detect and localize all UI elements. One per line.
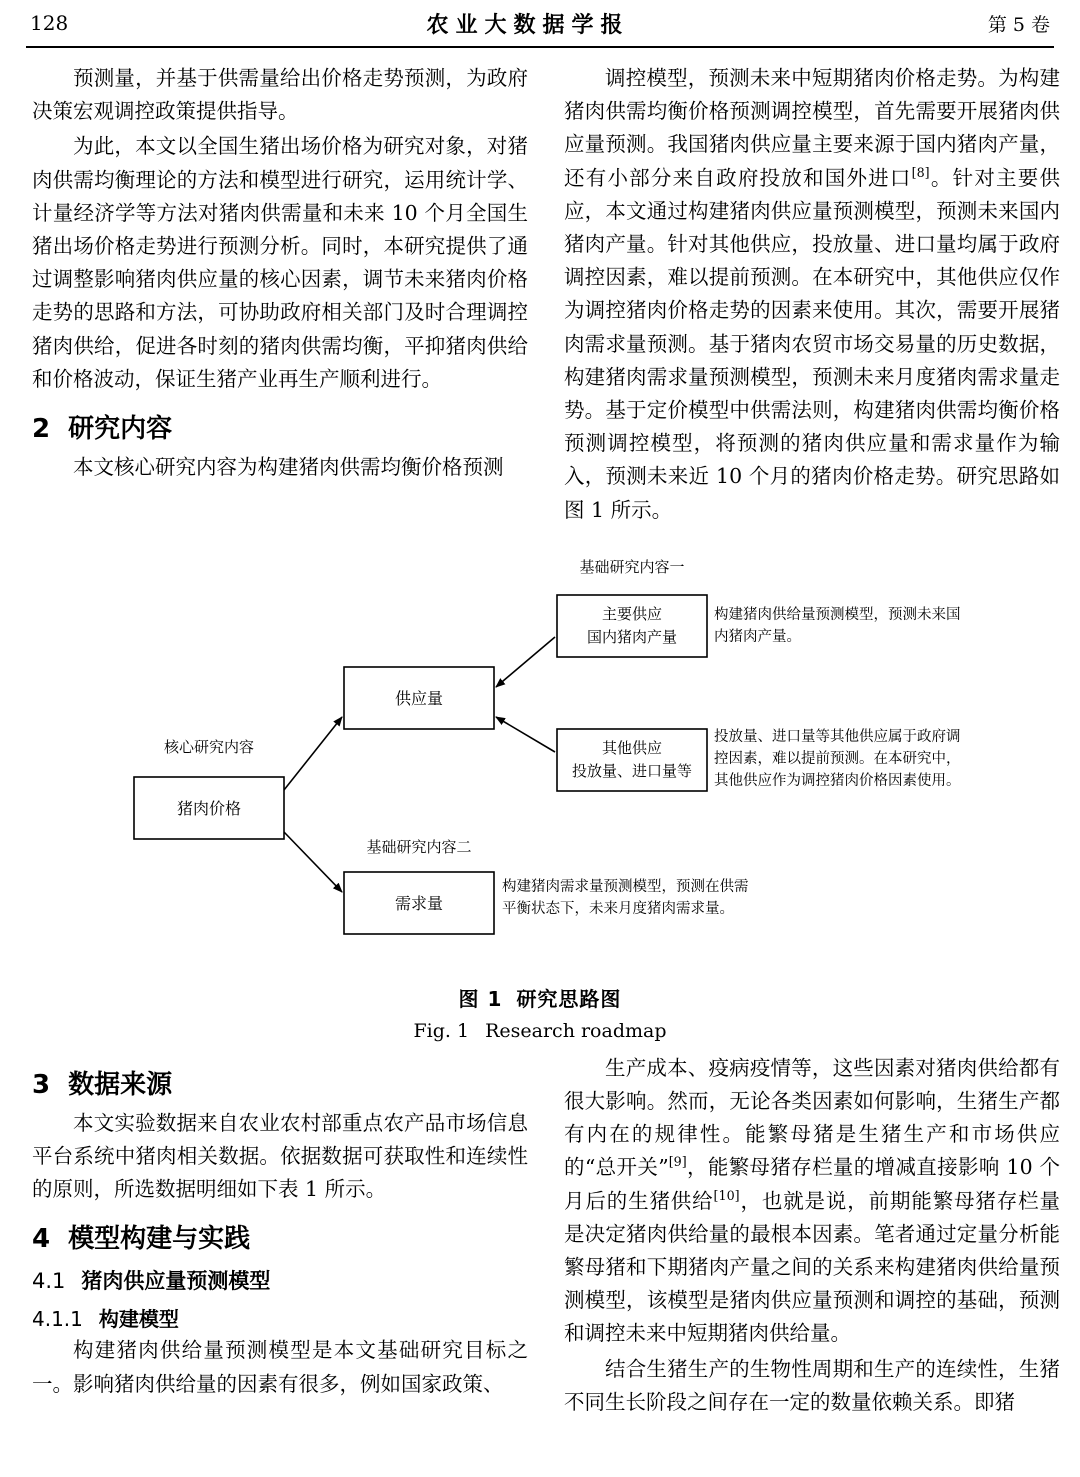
upper-columns [24,62,1061,529]
header-rule [26,46,1054,48]
svg-text:国内猪肉产量: 国内猪肉产量 [586,627,678,646]
svg-text:需求量: 需求量 [394,893,444,913]
figure-label-en: Fig. 1 [413,1019,470,1042]
paragraph: 构建猪肉供给量预测模型是本文基础研究目标之一。影响猪肉供给量的因素有很多，例如国家政策、 [32,1338,528,1396]
paragraph: 本文核心研究内容为构建猪肉供需均衡价格预测 [73,455,504,480]
subsection-heading-41 [32,1265,528,1295]
section-heading-4 [32,1218,528,1255]
svg-text:投放量、进口量等: 投放量、进口量等 [571,761,693,780]
paragraph: 生产成本、疫病疫情等，这些因素对猪肉供给都有很大影响。然而，无论各类因素如何影响，生猪生产都有内在的规律性。能繁母猪是生猪生产和市场供应的“总开关”[9]，能繁母猪存栏量的增减直接影响 10 个月后的生猪供给[10]，也就是说，前期能繁母猪存栏量是决定猪肉供给量的最根本因素。笔者通过定量分析能繁母猪和下期猪肉产量之间的关系来构建猪肉供给量预测模型，该模型是猪肉供应量预测和调控的基础，预测和调控未来中短期猪肉供给量。 [564,1055,1061,1346]
svg-text:构建猪肉供给量预测模型，预测未来国: 构建猪肉供给量预测模型，预测未来国 [714,606,961,623]
section-title: 研究内容 [68,414,173,445]
subsubsection-title: 构建模型 [98,1307,179,1332]
paragraph: 调控模型，预测未来中短期猪肉价格走势。为构建猪肉供需均衡价格预测调控模型，首先需要开展猪肉供应量预测。我国猪肉供应量主要来源于国内猪肉产量，还有小部分来自政府投放和国外进口[8]。针对主要供应，本文通过构建猪肉供应量预测模型，预测未来国内猪肉产量。针对其他供应，投放量、进口量均属于政府调控因素，难以提前预测。在本研究中，其他供应仅作为调控猪肉价格走势的因素来使用。其次，需要开展猪肉需求量预测。基于猪肉农贸市场交易量的历史数据，构建猪肉需求量预测模型，预测未来月度猪肉需求量走势。基于定价模型中供需法则，构建猪肉供需均衡价格预测调控模型，将预测的猪肉供应量和需求量作为输入，预测未来近 10 个月的猪肉价格走势。研究思路如图 1 所示。 [564,66,1061,522]
svg-text:投放量、进口量等其他供应属于政府调: 投放量、进口量等其他供应属于政府调 [714,728,961,745]
section-heading-2 [32,408,528,445]
lower-columns [24,1052,1061,1421]
svg-text:控因素，难以提前预测。在本研究中，: 控因素，难以提前预测。在本研究中， [714,750,961,767]
journal-title: 农业大数据学报 [426,11,630,38]
figure-caption-cn [24,983,1056,1012]
paragraph: 本文实验数据来自农业农村部重点农产品市场信息平台系统中猪肉相关数据。依据数据可获取性和连续性的原则，所选数据明细如下表 1 所示。 [32,1110,528,1202]
svg-text:内猪肉产量。: 内猪肉产量。 [714,628,801,645]
section-title: 数据来源 [68,1069,173,1100]
figure-label-cn: 图 1 [458,986,503,1011]
running-head [24,0,1056,46]
svg-text:猪肉价格: 猪肉价格 [176,798,242,818]
figure-caption-en [24,1020,1056,1042]
section-number: 4 [32,1224,51,1255]
subsubsection-heading-411 [32,1303,528,1332]
svg-text:其他供应: 其他供应 [601,738,663,757]
lower-right-column [564,1052,1060,1421]
svg-text:基础研究内容一: 基础研究内容一 [579,557,685,576]
section-number: 2 [32,414,51,445]
subsection-title: 猪肉供应量预测模型 [81,1269,271,1294]
paragraph: 预测量，并基于供需量给出价格走势预测，为政府决策宏观调控政策提供指导。 [32,66,528,124]
svg-text:主要供应: 主要供应 [601,604,663,623]
lower-left-column [32,1052,528,1421]
svg-text:基础研究内容二: 基础研究内容二 [366,837,472,856]
svg-text:供应量: 供应量 [394,688,444,708]
page-number: 128 [30,11,69,35]
svg-text:其他供应作为调控猪肉价格因素使用。: 其他供应作为调控猪肉价格因素使用。 [714,772,961,789]
upper-right-column [564,62,1060,529]
upper-left-column [32,62,528,529]
roadmap-diagram [24,547,1056,977]
paragraph: 为此，本文以全国生猪出场价格为研究对象，对猪肉供需均衡理论的方法和模型进行研究，运用统计学、计量经济学等方法对猪肉供需量和未来 10 个月全国生猪出场价格走势进行预测分析。同时，本研究提供了通过调整影响猪肉供应量的核心因素，调节未来猪肉价格走势的思路和方法，可协助政府相关部门及时合理调控猪肉供给，促进各时刻的猪肉供需均衡，平抑猪肉供给和价格波动，保证生猪产业再生产顺利进行。 [32,134,528,391]
paragraph: 结合生猪生产的生物性周期和生产的连续性，生猪不同生长阶段之间存在一定的数量依赖关系。即猪 [564,1356,1060,1414]
svg-text:平衡状态下，未来月度猪肉需求量。: 平衡状态下，未来月度猪肉需求量。 [502,900,734,917]
section-title: 模型构建与实践 [68,1224,251,1255]
subsection-number: 4.1 [32,1269,66,1294]
volume-label: 第 5 卷 [987,13,1050,36]
figure-title-cn: 研究思路图 [516,986,622,1011]
section-heading-3 [32,1064,528,1101]
figure-research-roadmap [24,547,1056,977]
svg-text:核心研究内容: 核心研究内容 [163,737,255,756]
figure-title-en: Research roadmap [485,1019,667,1042]
section-number: 3 [32,1069,51,1100]
citation-ref: [8] [911,164,930,180]
citation-ref: [10] [713,1187,740,1203]
svg-text:构建猪肉需求量预测模型，预测在供需: 构建猪肉需求量预测模型，预测在供需 [502,878,749,895]
citation-ref: [9] [668,1154,687,1170]
subsubsection-number: 4.1.1 [32,1307,83,1332]
